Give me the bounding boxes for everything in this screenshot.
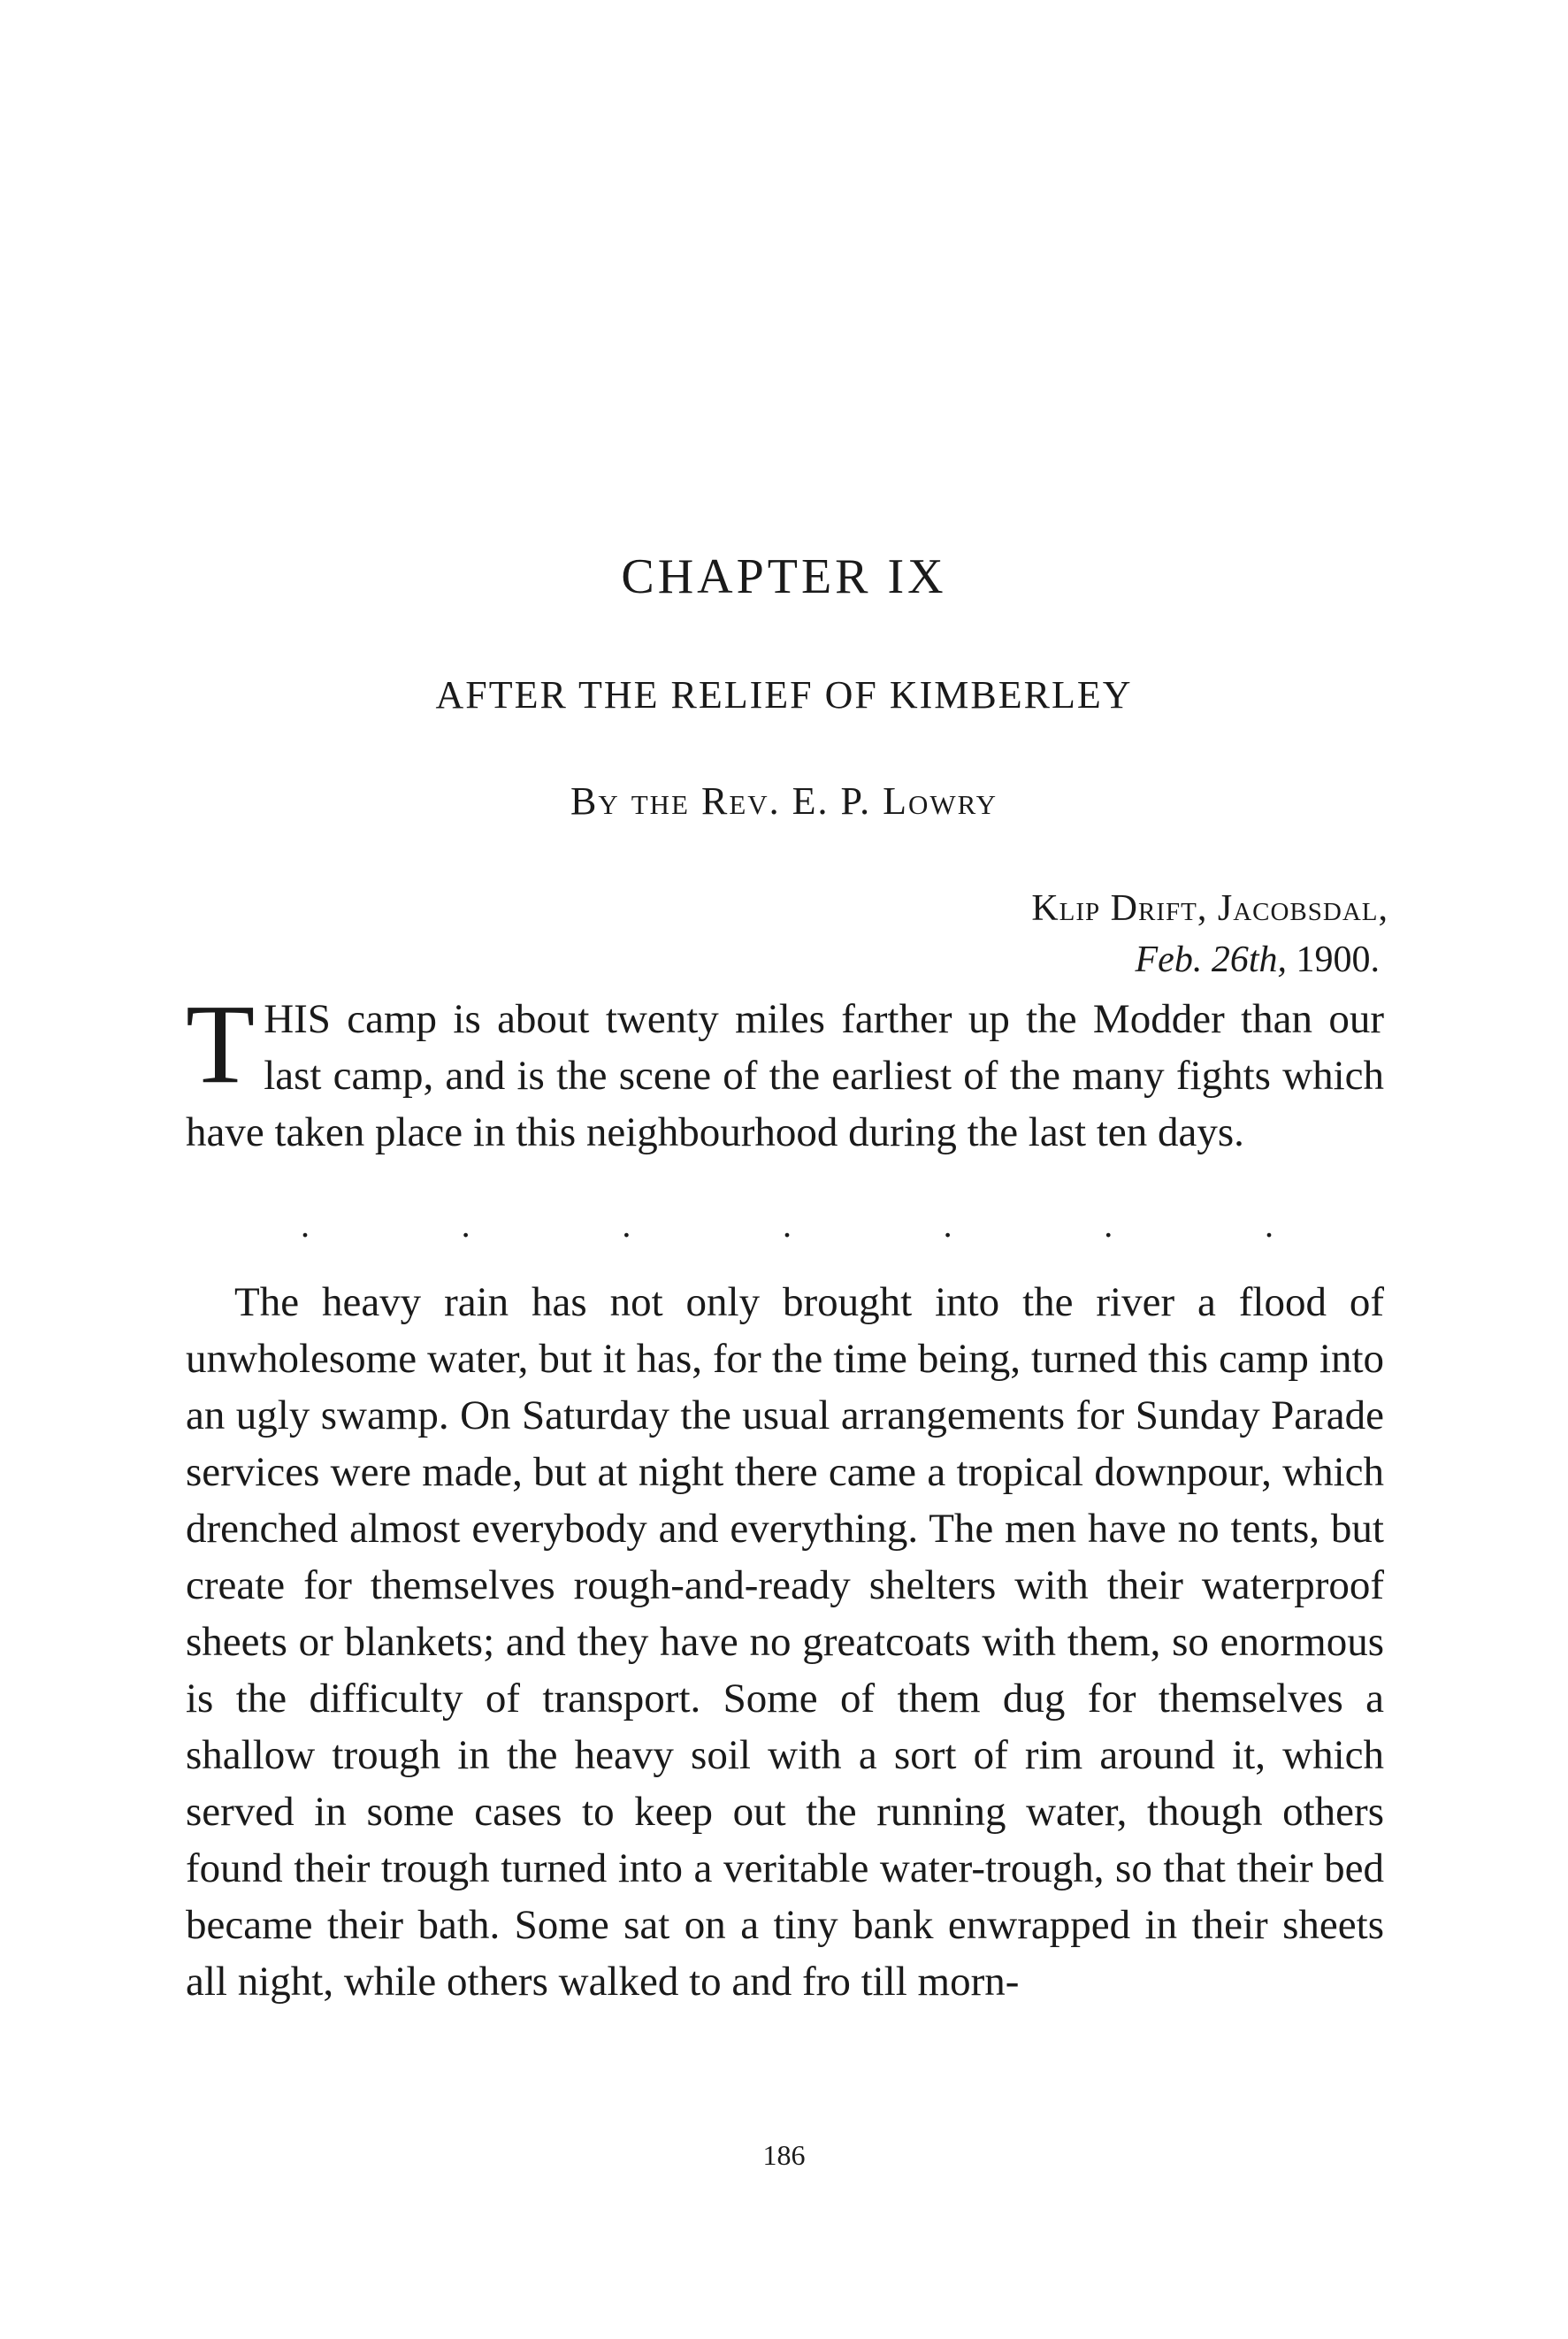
paragraph-2-text: The heavy rain has not only brought into the river a flood of unwholesome water, but it has, for the time being, turned this camp into an ugly swamp. On Saturday the usual arrangements for Sunday Parade services were made, but at night there came a tropical downpour, which drenched almost everybody and everything. The men have no tents, but create for themselves rough-and-ready shelters with their waterproof sheets or blankets; and they have no greatcoats with them, so enormous is the difficulty of transport. Some of them dug for themselves a shallow trough in the heavy soil with a sort of rim around it, which served in some cases to keep out the running water, though others found their trough turned into a veritable water-trough, so that their bed became their bath. Some sat on a tiny bank enwrapped in their sheets all night, while others walked to and fro till morn- [186,1279,1384,2005]
author-byline: By the Rev. E. P. Lowry [570,779,998,823]
separator-dot: . [301,1205,310,1245]
section-separator [301,1205,1274,1245]
separator-dot: . [1264,1205,1274,1245]
separator-dot: . [461,1205,470,1245]
chapter-title: CHAPTER IX [621,549,947,604]
dateline-place: Klip Drift, Jacobsdal, [1031,888,1388,929]
separator-dot: . [943,1205,952,1245]
dateline-date [911,934,1388,985]
paragraph-1-text: THIS camp is about twenty miles farther up the Modder than our last camp, and is the scene of the earliest of the many fights which have taken place in this neighbourhood during the last ten days. [186,981,1384,1155]
dateline-date-italic: Feb. 26th, [1135,939,1287,980]
separator-dot: . [1104,1205,1113,1245]
chapter-subtitle: AFTER THE RELIEF OF KIMBERLEY [435,673,1133,717]
paragraph-1 [186,981,1384,1161]
paragraph-2 [186,1274,1384,2010]
page-number: 186 [762,2139,806,2171]
separator-dot: . [622,1205,631,1245]
dateline-year: 1900. [1296,939,1380,980]
dateline [911,883,1388,985]
separator-dot: . [782,1205,792,1245]
